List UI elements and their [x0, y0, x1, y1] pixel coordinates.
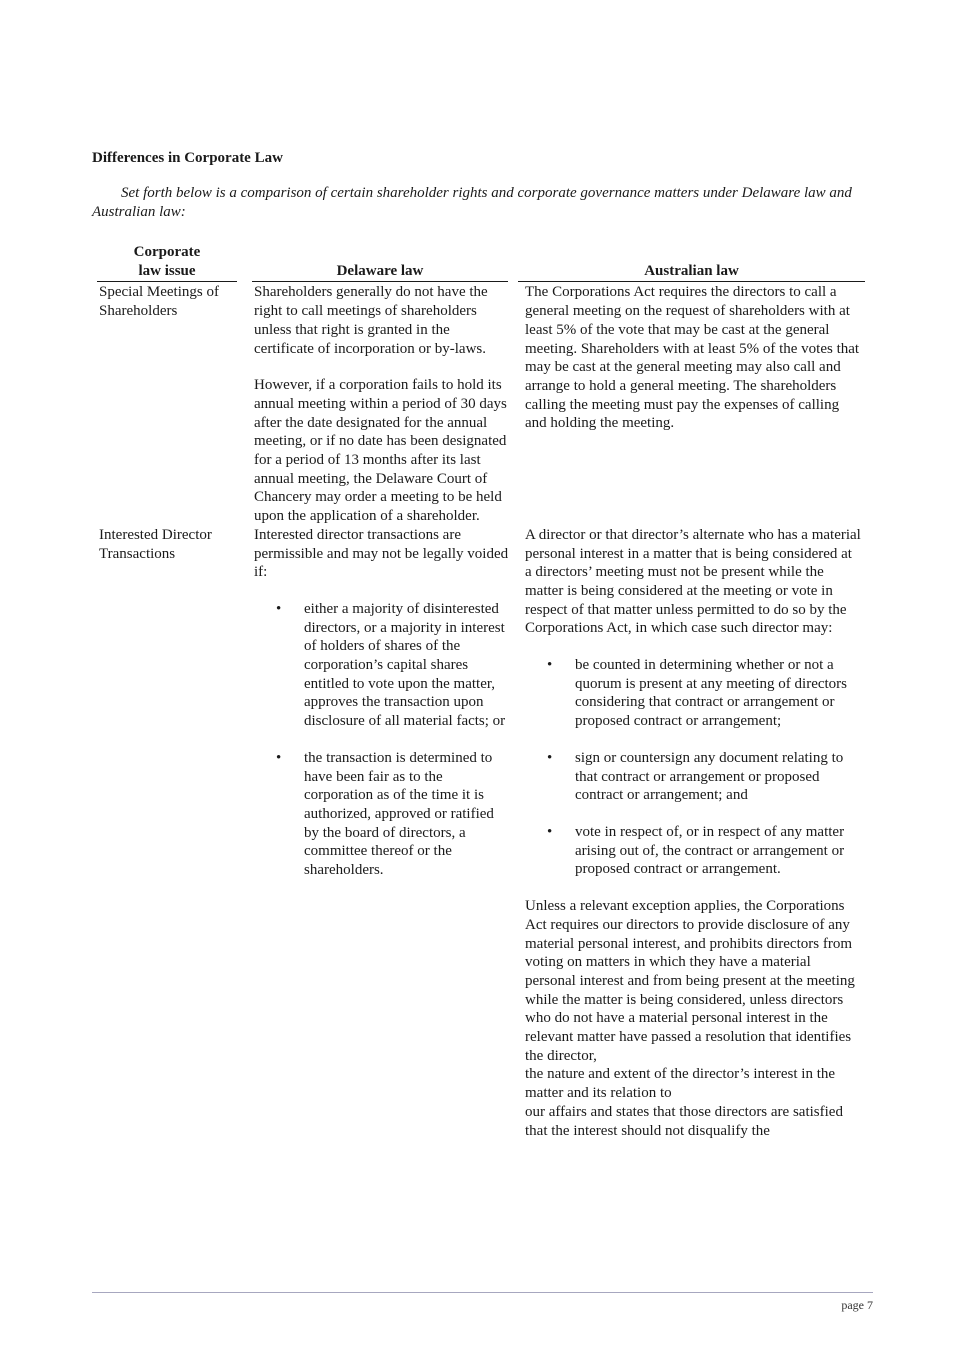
- header-issue-line2: law issue: [138, 262, 196, 279]
- delaware-cell: [245, 283, 518, 525]
- table-row: [95, 283, 865, 525]
- comparison-table: [95, 243, 865, 1140]
- australian-cell: [518, 283, 865, 525]
- australian-cell: [518, 526, 865, 1140]
- list-item: • either a majority of disinterested directors, or a majority in interest of holders of shares of the corporation’s capital shares entitled to vote upon the matter, approves the transaction upon disclosure of all material facts; or: [276, 600, 506, 730]
- header-corporate-law-issue: [95, 243, 245, 283]
- bullet-icon: •: [547, 749, 553, 766]
- delaware-paragraph: Shareholders generally do not have the right to call meetings of shareholders unless that right is granted in the certificate of incorporation or by-laws.: [254, 284, 488, 357]
- bullet-icon: •: [547, 657, 553, 674]
- delaware-paragraph: Interested director transactions are permissible and may not be legally voided if:: [254, 526, 509, 581]
- delaware-paragraph: However, if a corporation fails to hold its annual meeting within a period of 30 days after the date designated for the annual meeting, or if no date has been designated for a period of 13 months after its last annual meeting, the Delaware Court of Chancery may order a meeting to be held upon the application of a shareholder.: [254, 377, 507, 525]
- footer-divider: [92, 1292, 873, 1293]
- header-australian-law: Australian law: [518, 243, 865, 283]
- page-number: page 7: [841, 1298, 873, 1312]
- section-intro: Set forth below is a comparison of certain shareholder rights and corporate governance matters under Delaware law and Australian law:: [92, 185, 852, 220]
- list-item: • vote in respect of, or in respect of any matter arising out of, the contract or arrangement or proposed contract or arrangement.: [547, 823, 845, 878]
- section-heading: Differences in Corporate Law: [92, 150, 283, 166]
- delaware-cell: [245, 526, 518, 1140]
- bullet-icon: •: [547, 823, 553, 840]
- header-issue-line1: Corporate: [133, 244, 201, 260]
- australian-paragraph: A director or that director’s alternate who has a material personal interest in a matter that is being considered at a directors’ meeting must not be present while the matter is being considered at the meeting or vote in respect of that matter unless permitted to do so by the Corporations Act, in which case such director may:: [525, 526, 861, 637]
- list-item: • sign or countersign any document relating to that contract or arrangement or proposed contract or arrangement; and: [547, 749, 844, 804]
- australian-paragraph: The Corporations Act requires the directors to call a general meeting on the request of shareholders with at least 5% of the vote that may be cast at the general meeting. Shareholders with at least 5% of the votes that may be cast at the general meeting may also call and arrange to hold a general meeting. The shareholders calling the meeting must pay the expenses of calling and holding the meeting.: [525, 284, 860, 432]
- table-row: [95, 526, 865, 1140]
- list-item: • be counted in determining whether or not a quorum is present at any meeting of directors considering that contract or arrangement or proposed contract or arrangement;: [547, 657, 848, 730]
- delaware-bullet-list: [254, 600, 512, 880]
- issue-cell: Special Meetings of Shareholders: [99, 284, 219, 320]
- table-header-row: [95, 243, 865, 283]
- list-item: • the transaction is determined to have been fair as to the corporation as of the time it is authorized, approved or ratified by the board of directors, a committee thereof or the shareholders.: [276, 749, 494, 879]
- australian-bullet-list: [525, 656, 861, 879]
- issue-cell: Interested Director Transactions: [99, 526, 212, 562]
- header-delaware-law: Delaware law: [245, 243, 518, 283]
- bullet-icon: •: [276, 749, 282, 766]
- bullet-icon: •: [276, 600, 282, 617]
- australian-paragraph: Unless a relevant exception applies, the Corporations Act requires our directors to provide disclosure of any material personal interest, and prohibits directors from voting on matters in which they have a material personal interest and from being present at the meeting while the matter is being considered, unless directors who do not have a material personal interest in the relevant matter have passed a resolution that identifies the director, the nature and extent of the director’s interest in the matter and its relation to our affairs and states that those directors are satisfied that the interest should not disqualify the: [525, 898, 855, 1139]
